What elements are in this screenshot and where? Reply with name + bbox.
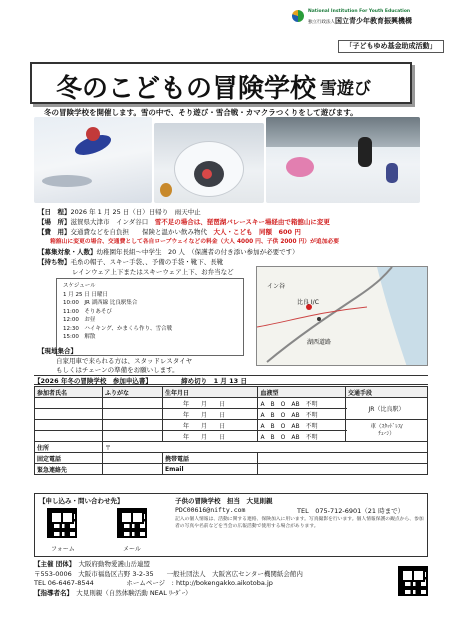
access-line-2: もしくはチェーンの準備をお願いします。 xyxy=(56,366,179,374)
qr-form-icon[interactable] xyxy=(47,508,77,538)
qr-mail-label: メール xyxy=(123,546,141,553)
org-logo-icon xyxy=(292,10,304,22)
blood-type-select[interactable]: A B O AB 不明 xyxy=(258,398,346,409)
leader-name: 大見則親（自然体験活動 NEAL ﾘｰﾀﾞｰ） xyxy=(76,588,192,597)
page-subtitle: 雪遊び xyxy=(320,79,371,99)
emergency-input[interactable] xyxy=(103,464,163,475)
emergency-label: 緊急連絡先 xyxy=(35,464,103,475)
application-form xyxy=(34,386,428,475)
furigana-input[interactable] xyxy=(103,420,163,431)
table-row xyxy=(35,420,428,431)
name-input[interactable] xyxy=(35,420,103,431)
phone-input[interactable] xyxy=(103,453,163,464)
name-input[interactable] xyxy=(35,409,103,420)
birthdate-input[interactable]: 年 月 日 xyxy=(163,420,258,431)
contact-label: 【申し込み・問い合わせ先】 xyxy=(39,497,124,505)
schedule-row: 10:00 JR 湖西線 比良駅集合 xyxy=(63,300,138,306)
host-name: 大阪府動物愛護山岳連盟 xyxy=(78,560,151,568)
access-line-1: 自家用車で来られる方は、スタッドレスタイヤ xyxy=(56,357,193,365)
photo-kamakura xyxy=(154,123,264,203)
privacy-note: 記入の個人情報は、活動に関する連絡、保険加入に用います。写真撮影を行います。個人情報保護の観点から、参加者の写真や名前などを当会の広報活動で使用する場合があります。 xyxy=(175,517,424,529)
mobile-input[interactable] xyxy=(258,453,428,464)
form-title-bar xyxy=(34,375,428,385)
org-logo xyxy=(292,8,448,32)
emergency-row xyxy=(35,464,428,475)
name-input[interactable] xyxy=(35,431,103,442)
org-name-jp: 独立行政法人国立青少年教育振興機構 xyxy=(308,17,412,25)
schedule-row: 12:30 ハイキング、かまくら作り、雪合戦 xyxy=(63,325,172,332)
name-input[interactable] xyxy=(35,398,103,409)
phone-label: 固定電話 xyxy=(35,453,103,464)
host-postal: 〒553-0006 大阪市福島区吉野 3-2-35 xyxy=(34,569,154,578)
contact-box xyxy=(34,493,428,557)
form-title: 【2026 年冬の冒険学校 参加申込書】 xyxy=(34,377,149,385)
fee-note: 箱舘山に変更の場合、交通費として各自ロープウェイなどの料金（大人 4000 円、子供 2000 円）が追加必要 xyxy=(50,239,340,245)
target-row: 【募集対象・人数】幼稚園年長組～中学生 20 人 （保護者の付き添い参加が必要です） xyxy=(38,248,299,256)
schedule-row: 12:00 お昼 xyxy=(63,317,96,323)
map-label-road: 湖西道路 xyxy=(307,339,332,346)
birthdate-input[interactable]: 年 月 日 xyxy=(163,431,258,442)
blood-type-select[interactable]: A B O AB 不明 xyxy=(258,420,346,431)
photo-sledding xyxy=(34,117,152,203)
schedule-row: 15:00 解散 xyxy=(63,334,96,340)
fee-row: 【費 用】交通費などを自負担 保険と温かい飲み物代 大人・こども 同額 600 円 xyxy=(38,228,301,236)
birthdate-input[interactable]: 年 月 日 xyxy=(163,409,258,420)
contact-tel: TEL 075-712-6901（21 時まで） xyxy=(297,507,405,515)
map-label-ic: 比良 I/C xyxy=(297,299,319,306)
furigana-input[interactable] xyxy=(103,431,163,442)
address-row xyxy=(35,442,428,453)
fund-label: 「子どもゆめ基金助成活動」 xyxy=(338,40,444,53)
furigana-input[interactable] xyxy=(103,398,163,409)
email-input[interactable] xyxy=(258,464,428,475)
table-row xyxy=(35,398,428,409)
schedule-row: 11:00 そりあそび xyxy=(63,308,112,315)
intro-text: 冬の冒険学校を開催します。雪の中で、そり遊び・雪合戦・カマクラつくりをして遊びます。 xyxy=(44,108,358,117)
access-label: 【現地集合】 xyxy=(38,347,77,355)
contact-email[interactable]: PDC00616@nifty.com xyxy=(175,506,246,514)
address-input[interactable]: 〒 xyxy=(103,442,428,453)
photo-snowball xyxy=(266,117,420,203)
title-box xyxy=(30,62,412,104)
mobile-label: 携帯電話 xyxy=(163,453,258,464)
transport-car[interactable]: 車（ｽﾀｯﾄﾞﾚｽ/ ﾁｪｰﾝ） xyxy=(346,420,428,442)
blood-type-select[interactable]: A B O AB 不明 xyxy=(258,431,346,442)
items-row: 【持ち物】毛糸の帽子、スキー手袋、、予備の手袋・靴下、長靴 xyxy=(38,258,224,266)
host-tel: TEL 06-6467-8544 xyxy=(34,579,94,587)
qr-homepage-icon[interactable] xyxy=(398,566,428,596)
schedule-date: 1 月 25 日 日曜日 xyxy=(63,291,108,298)
date-row: 【日 程】2026 年 1 月 25 日（日）日帰り 雨天中止 xyxy=(38,208,201,216)
photo-strip xyxy=(34,117,420,203)
schedule-heading: スケジュール xyxy=(63,283,96,289)
page-title: 冬のこどもの冒険学校 xyxy=(56,74,317,104)
qr-mail-icon[interactable] xyxy=(117,508,147,538)
organizer-info: 【主催 団体】 大阪府動物愛護山岳連盟 〒553-0006 大阪市福島区吉野 3-2-35 一般社団法人 大阪宮広センター機関紙会館内 TEL 06-6467-8544 ホームページ : http://bokengakko.aikotoba.jp 【指導者名】 大見則親（自然体験活動 NEAL ﾘｰﾀﾞｰ） xyxy=(34,560,428,624)
phone-row xyxy=(35,453,428,464)
host-homepage[interactable]: ホームページ : http://bokengakko.aikotoba.jp xyxy=(126,579,273,587)
transport-jr[interactable]: JR（比良駅） xyxy=(346,398,428,420)
items-row-2: レインウェア上下またはスキーウェア上下、お弁当など xyxy=(72,268,234,276)
map-label-inda: イン谷 xyxy=(267,283,286,290)
address-label: 住所 xyxy=(35,442,103,453)
place-row: 【場 所】滋賀県大津市 インダ谷口 雪不足の場合は、琵琶湖バレースキー場経由で箱舘山に変更 xyxy=(38,218,330,226)
furigana-input[interactable] xyxy=(103,409,163,420)
blood-type-select[interactable]: A B O AB 不明 xyxy=(258,409,346,420)
org-name-en: National Institution For Youth Education xyxy=(308,9,411,14)
birthdate-input[interactable]: 年 月 日 xyxy=(163,398,258,409)
contact-person: 子供の冒険学校 担当 大見則親 xyxy=(175,497,273,505)
form-deadline: 締め切り 1 月 13 日 xyxy=(181,377,247,385)
table-header-row: 参加者氏名 ふりがな 生年月日 血液型 交通手段 xyxy=(35,387,428,398)
schedule-box xyxy=(56,278,244,356)
host-assoc: 一般社団法人 大阪宮広センター機関紙会館内 xyxy=(166,569,303,578)
qr-form-label: フォーム xyxy=(51,546,75,553)
email-label: Email xyxy=(163,464,258,475)
